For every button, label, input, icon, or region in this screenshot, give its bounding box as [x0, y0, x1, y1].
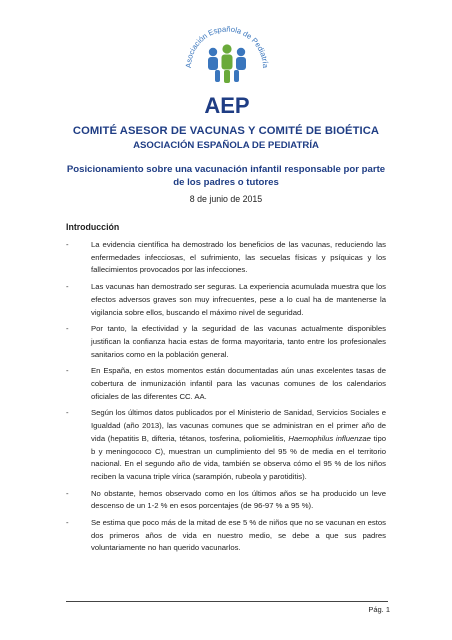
section-heading: Introducción	[66, 222, 120, 232]
bullet-text: Por tanto, la efectividad y la seguridad de las vacunas actualmente disponibles justifican la confianza hacia estas de forma mayoritaria, tanto entre los profesionales sanitarios como en la población general.	[91, 324, 386, 359]
bullet-text: Las vacunas han demostrado ser seguras. La experiencia acumulada muestra que los efectos adversos graves son muy infrecuentes, pese a lo cual ha de mantenerse la vigilancia sobre ellos, buscando el máximo nivel de seguridad.	[91, 282, 386, 317]
list-item	[66, 365, 386, 403]
page-number: Pág. 1	[368, 605, 390, 614]
list-item	[66, 488, 386, 513]
aep-logo-graphic	[170, 18, 282, 120]
bullet-text: En España, en estos momentos están documentadas aún unas excelentes tasas de cobertura de inmunización infantil para las vacunas comunes de los calendarios oficiales de las diferentes CC. AA.	[91, 366, 386, 401]
document-subtitle: ASOCIACIÓN ESPAÑOLA DE PEDIATRÍA	[133, 140, 319, 151]
bullet-list	[66, 239, 386, 559]
aep-logo	[170, 18, 282, 120]
bullet-text-italic: Haemophilus influenzae	[288, 433, 371, 443]
bullet-dash: -	[66, 408, 69, 418]
list-item	[66, 407, 386, 483]
document-title: COMITÉ ASESOR DE VACUNAS Y COMITÉ DE BIOÉTICA	[72, 125, 380, 137]
list-item	[66, 239, 386, 277]
children-figures-icon	[208, 44, 246, 83]
footer-divider	[66, 601, 388, 602]
position-title-line-2: de los padres o tutores	[173, 177, 279, 188]
document-date: 8 de junio de 2015	[189, 194, 263, 204]
bullet-text-before: Según los últimos datos publicados por el Ministerio de Sanidad, Servicios Sociales e Igualdad (año 2013), las vacunas comunes que se administran en el primer año de vida (hepatitis B, difteria, tétanos, tosferina, poliomielitis,	[91, 408, 386, 443]
bullet-dash: -	[66, 488, 69, 498]
bullet-dash: -	[66, 518, 69, 528]
logo-arc-textpath: Asociación Española de Pediatría	[183, 24, 271, 69]
bullet-text: No obstante, hemos observado como en los últimos años se ha producido un leve descenso de un 1-2 % en esos porcentajes (de 96-97 % a 95 %).	[91, 488, 386, 511]
bullet-dash: -	[66, 366, 69, 376]
position-statement-title	[60, 163, 392, 189]
bullet-dash: -	[66, 324, 69, 334]
bullet-text: Se estima que poco más de la mitad de ese 5 % de niños que no se vacunan en estos dos primeros años de vida en nuestro medio, se debe a que sus padres voluntariamente no han querido vacunarlos.	[91, 518, 386, 553]
bullet-dash: -	[66, 282, 69, 292]
bullet-text: La evidencia científica ha demostrado los beneficios de las vacunas, reduciendo las enfermedades infecciosas, el sufrimiento, las secuelas físicas y psíquicas y los fallecimientos provocados por las infecciones.	[91, 240, 386, 275]
bullet-text-after: tipo b y meningococo C), muestran un cumplimiento del 95 % de media en el territorio nacional. En el segundo año de vida, también se observa cómo el 95 % de los niños reciben la vacuna triple vírica (sarampión, rubeola y parotiditis).	[91, 433, 387, 481]
list-item	[66, 281, 386, 319]
logo-acronym: AEP	[204, 93, 250, 118]
list-item	[66, 517, 386, 555]
list-item	[66, 323, 386, 361]
bullet-text	[91, 408, 386, 481]
position-title-line-1: Posicionamiento sobre una vacunación infantil responsable por parte	[66, 164, 386, 175]
bullet-dash: -	[66, 240, 69, 249]
